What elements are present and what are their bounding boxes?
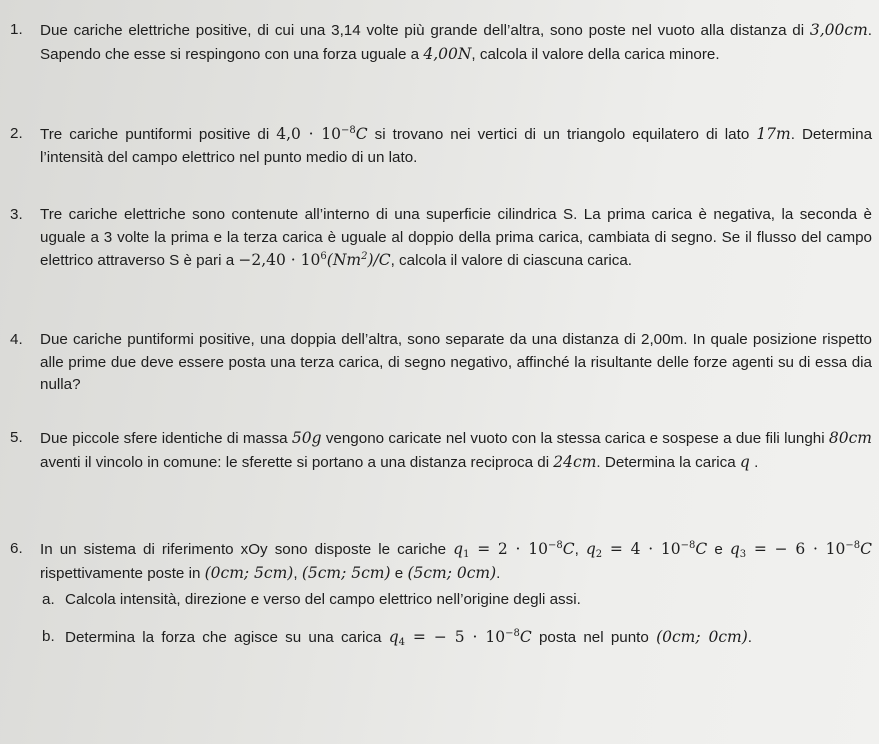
position-2: (5cm; 5cm) <box>301 563 391 582</box>
problem-text: In un sistema di riferimento xOy sono disposte le cariche $q_1 = 2 \cdot 10^{-8}C$, $q_2 = 4 \cdot 10^{-8}C$ e $q_3$ = − $6 \cdot 10^{-8}C$ rispettivamente poste in (0cm; 5cm), (5cm; 5cm) e (5cm; 0cm). <box>40 540 872 582</box>
problem-number: 1. <box>10 21 23 38</box>
problem-number: 3. <box>10 206 23 223</box>
problem-6 <box>10 538 872 653</box>
position-3: (5cm; 0cm) <box>407 563 497 582</box>
subitem-letter: a. <box>42 591 55 608</box>
distance-value: 24cm <box>553 452 597 471</box>
problem-text: Due piccole sfere identiche di massa 50g vengono caricate nel vuoto con la stessa carica e sospese a due fili lunghi 80cm aventi il vincolo in comune: le sferette si portano a una distanza reciproca di 24cm. Determina la carica q . <box>40 429 872 471</box>
problem-5 <box>10 427 872 474</box>
force-value: 4,00N <box>423 44 472 63</box>
side-value: 17m <box>756 125 791 143</box>
problem-text: Tre cariche elettriche sono contenute all’interno di una superficie cilindrica S. La prima carica è negativa, la seconda è uguale a 3 volte la prima e la terza carica è uguale al doppio della prima carica, cambiata di segno. Se il flusso del campo elettrico attraverso S è pari $a -2,40 \cdot 10^6(Nm^2)/C$, calcola il valore di ciascuna carica. <box>40 206 872 269</box>
position-1: (0cm; 5cm) <box>204 563 294 582</box>
subitem-b <box>40 622 872 653</box>
subitem-text: Calcola intensità, direzione e verso del campo elettrico nell’origine degli assi. <box>65 591 581 608</box>
length-value: 80cm <box>828 429 872 447</box>
subitem-a <box>40 589 872 612</box>
problem-text: Tre cariche puntiformi positive di $4,0 \cdot 10^{-8}C$ si trovano nei vertici di un triangolo equilatero di lato 17m. Determina l’intensità del campo elettrico nel punto medio di un lato. <box>40 125 873 166</box>
problem-text: Due cariche elettriche positive, di cui una 3,14 volte più grande dell’altra, sono poste nel vuoto alla distanza di 3,00cm. Sapendo che esse si respingono con una forza uguale a 4,00N, calcola il valore della carica minore. <box>40 21 872 63</box>
problem-2 <box>10 123 872 169</box>
charge-q3: $q_3$ = − $6 \cdot 10^{-8}C$ <box>729 540 872 560</box>
point-value: (0cm; 0cm) <box>656 627 748 646</box>
subitem-text: Determina la forza che agisce su una carica $q_4$ = − $5 \cdot 10^{-8}C$ posta nel punto (0cm; 0cm). <box>65 627 753 648</box>
unknown-charge: q <box>739 452 750 471</box>
charge-q1: $q_1 = 2 \cdot 10^{-8}C$ <box>453 540 575 560</box>
subitem-letter: b. <box>42 627 55 645</box>
mass-value: 50g <box>291 429 322 447</box>
problem-1 <box>10 19 872 66</box>
flux-value: $-2,40 \cdot 10^6(Nm^2)/C$ <box>238 251 391 269</box>
problem-number: 2. <box>10 125 23 142</box>
distance-value: 3,00cm <box>809 21 868 39</box>
problem-number: 6. <box>10 540 23 557</box>
charge-q2: $q_2 = 4 \cdot 10^{-8}C$ <box>585 540 708 560</box>
charge-value: $4,0 \cdot 10^{-8}C$ <box>276 125 368 143</box>
problem-4 <box>10 329 872 397</box>
charge-q4: $q_4$ = − $5 \cdot 10^{-8}C$ <box>388 627 532 648</box>
problem-text: Due cariche puntiformi positive, una doppia dell’altra, sono separate da una distanza di 2,00m. In quale posizione rispetto alle prime due deve essere posta una terza carica, di segno negativo, affinché la risultante delle forze agenti su di essa dia nulla? <box>40 331 872 393</box>
problem-3 <box>10 204 872 273</box>
problem-number: 4. <box>10 331 23 348</box>
problem-number: 5. <box>10 429 23 446</box>
